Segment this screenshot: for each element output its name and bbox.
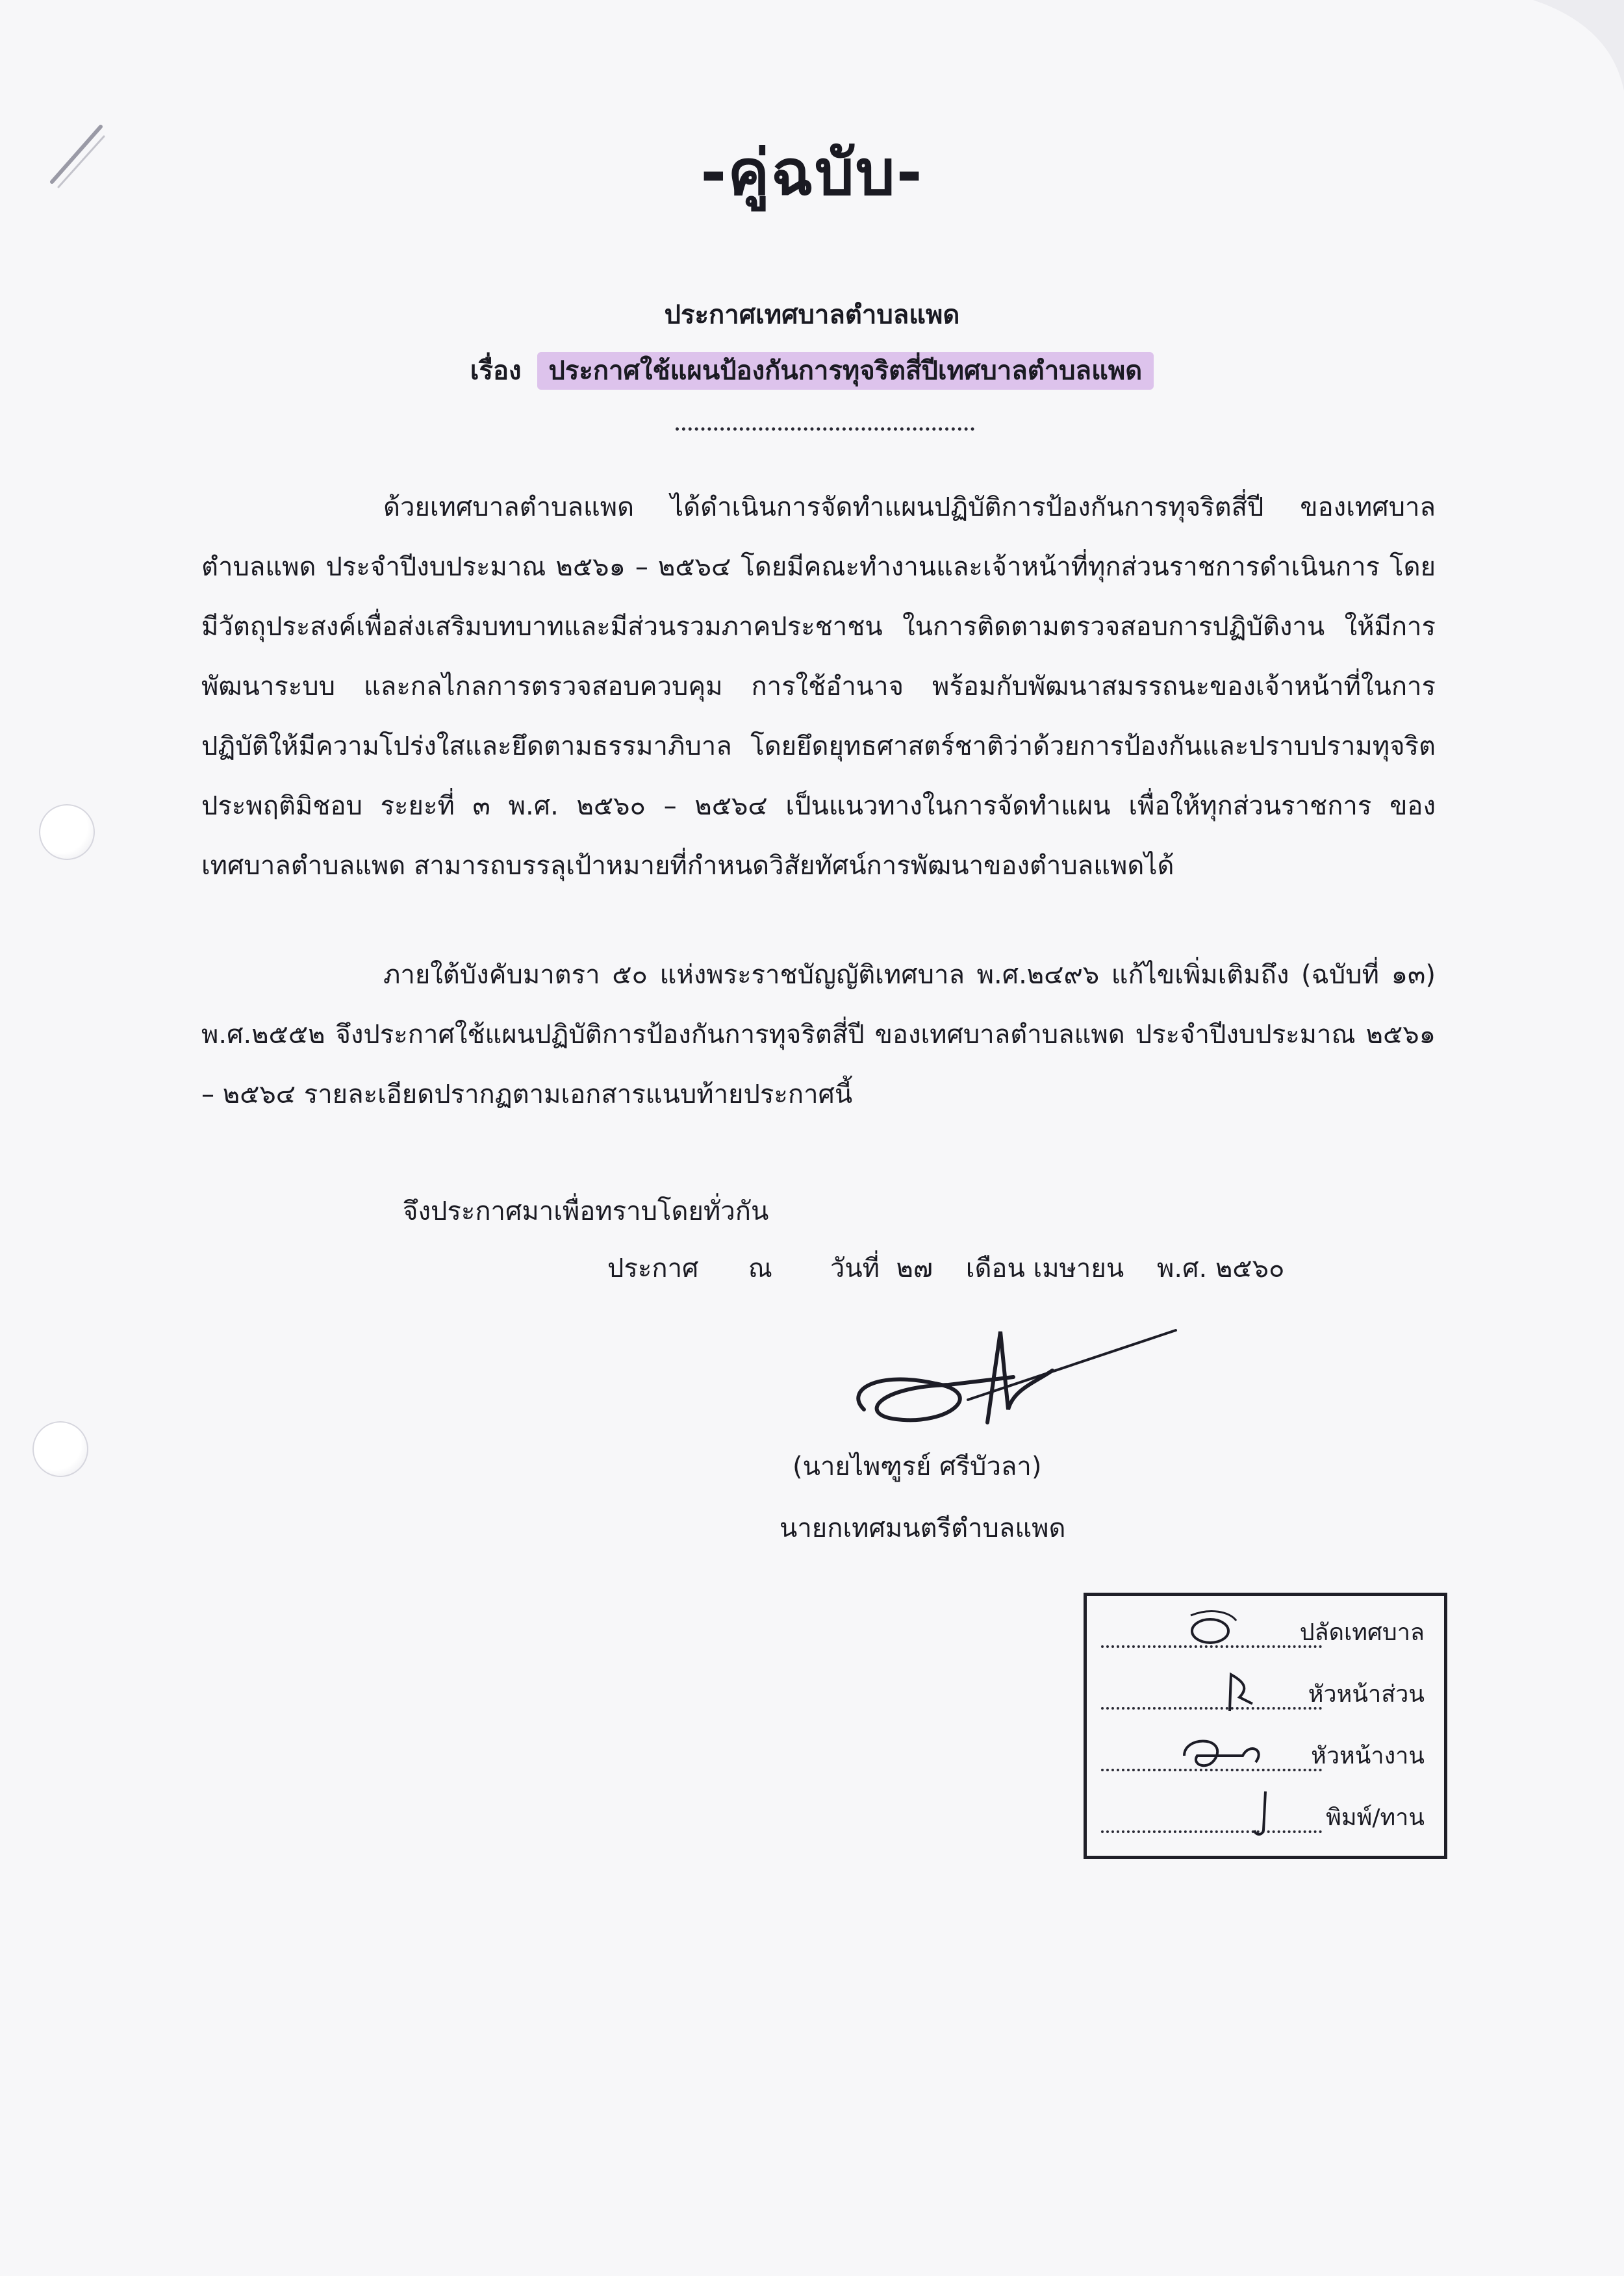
- body-paragraph-1: [201, 477, 1436, 896]
- approval-role-1: ปลัดเทศบาล: [1299, 1619, 1425, 1646]
- approval-initial-3: [1152, 1730, 1269, 1775]
- approval-row-division-head: [1087, 1677, 1444, 1716]
- signatory-name: (นายไพฑูรย์ ศรีบัวลา): [793, 1452, 1042, 1482]
- dateline-year-label: พ.ศ.: [1157, 1254, 1208, 1283]
- body-paragraph-1-text: ด้วยเทศบาลตำบลแพด ได้ดำเนินการจัดทำแผนปฏิบัติการป้องกันการทุจริตสี่ปี ของเทศบาลตำบลแพด ประจำปีงบประมาณ ๒๕๖๑ – ๒๕๖๔ โดยมีคณะทำงานและเจ้าหน้าที่ทุกส่วนราชการดำเนินการ โดยมีวัตถุประสงค์เพื่อส่งเสริมบทบาทและมีส่วนรวมภาคประชาชน ในการติดตามตรวจสอบการปฏิบัติงาน ให้มีการพัฒนาระบบ และกลไกลการตรวจสอบควบคุม การใช้อำนาจ พร้อมกับพัฒนาสมรรถนะของเจ้าหน้าที่ในการปฏิบัติให้มีความโปร่งใสและยึดตามธรรมาภิบาล โดยยึดยุทธศาสตร์ชาติว่าด้วยการป้องกันและปราบปรามทุจริตประพฤติมิชอบ ระยะที่ ๓ พ.ศ. ๒๕๖๐ – ๒๕๖๔ เป็นแนวทางในการจัดทำแผน เพื่อให้ทุกส่วนราชการ ของเทศบาลตำบลแพด สามารถบรรลุเป้าหมายที่กำหนดวิสัยทัศน์การพัฒนาของตำบลแพดได้: [201, 492, 1436, 881]
- approval-role-2: หัวหน้าส่วน: [1308, 1681, 1425, 1708]
- dateline-month: เมษายน: [1033, 1254, 1124, 1283]
- punch-hole-lower: [32, 1421, 88, 1477]
- dateline-at: ณ: [748, 1254, 772, 1283]
- approval-role-3: หัวหน้างาน: [1311, 1743, 1425, 1769]
- dateline-day: ๒๗: [896, 1254, 933, 1283]
- approval-initial-4: [1152, 1791, 1269, 1837]
- title-divider: [676, 427, 974, 431]
- approval-row-section-head: [1087, 1739, 1444, 1778]
- dateline-announce: ประกาศ: [607, 1254, 699, 1283]
- body-paragraph-2-text: ภายใต้บังคับมาตรา ๕๐ แห่งพระราชบัญญัติเทศบาล พ.ศ.๒๔๙๖ แก้ไขเพิ่มเติมถึง (ฉบับที่ ๑๓) พ.ศ.๒๕๕๒ จึงประกาศใช้แผนปฏิบัติการป้องกันการทุจริตสี่ปี ของเทศบาลตำบลแพด ประจำปีงบประมาณ ๒๕๖๑ – ๒๕๖๔ รายละเอียดปรากฏตามเอกสารแนบท้ายประกาศนี้: [201, 960, 1436, 1109]
- copy-stamp: -คู่ฉบับ-: [700, 136, 924, 209]
- announcement-organization: ประกาศเทศบาลตำบลแพด: [664, 300, 960, 330]
- approval-box: [1084, 1593, 1447, 1859]
- announcement-dateline: [607, 1247, 1284, 1289]
- dateline-year: ๒๕๖๐: [1215, 1254, 1285, 1283]
- announcement-subject: [0, 349, 1624, 391]
- approval-initial-2: [1152, 1668, 1269, 1713]
- punch-hole-upper: [39, 804, 95, 860]
- approval-role-4: พิมพ์/ทาน: [1326, 1804, 1425, 1831]
- page-corner-curl: [1533, 0, 1624, 91]
- subject-text-highlighted: ประกาศใช้แผนป้องกันการทุจริตสี่ปีเทศบาลตำบลแพด: [537, 352, 1154, 390]
- dateline-month-label: เดือน: [965, 1254, 1025, 1283]
- subject-label: เรื่อง: [470, 356, 522, 386]
- approval-row-deputy: [1087, 1615, 1444, 1654]
- dateline-day-label: วันที่: [830, 1254, 880, 1283]
- mayor-signature: [838, 1312, 1202, 1435]
- body-paragraph-2: [201, 945, 1436, 1124]
- approval-initial-1: [1152, 1606, 1269, 1652]
- signatory-position: นายกเทศมนตรีตำบลแพด: [780, 1513, 1066, 1543]
- approval-row-typist: [1087, 1801, 1444, 1840]
- closing-statement: จึงประกาศมาเพื่อทราบโดยทั่วกัน: [403, 1196, 769, 1226]
